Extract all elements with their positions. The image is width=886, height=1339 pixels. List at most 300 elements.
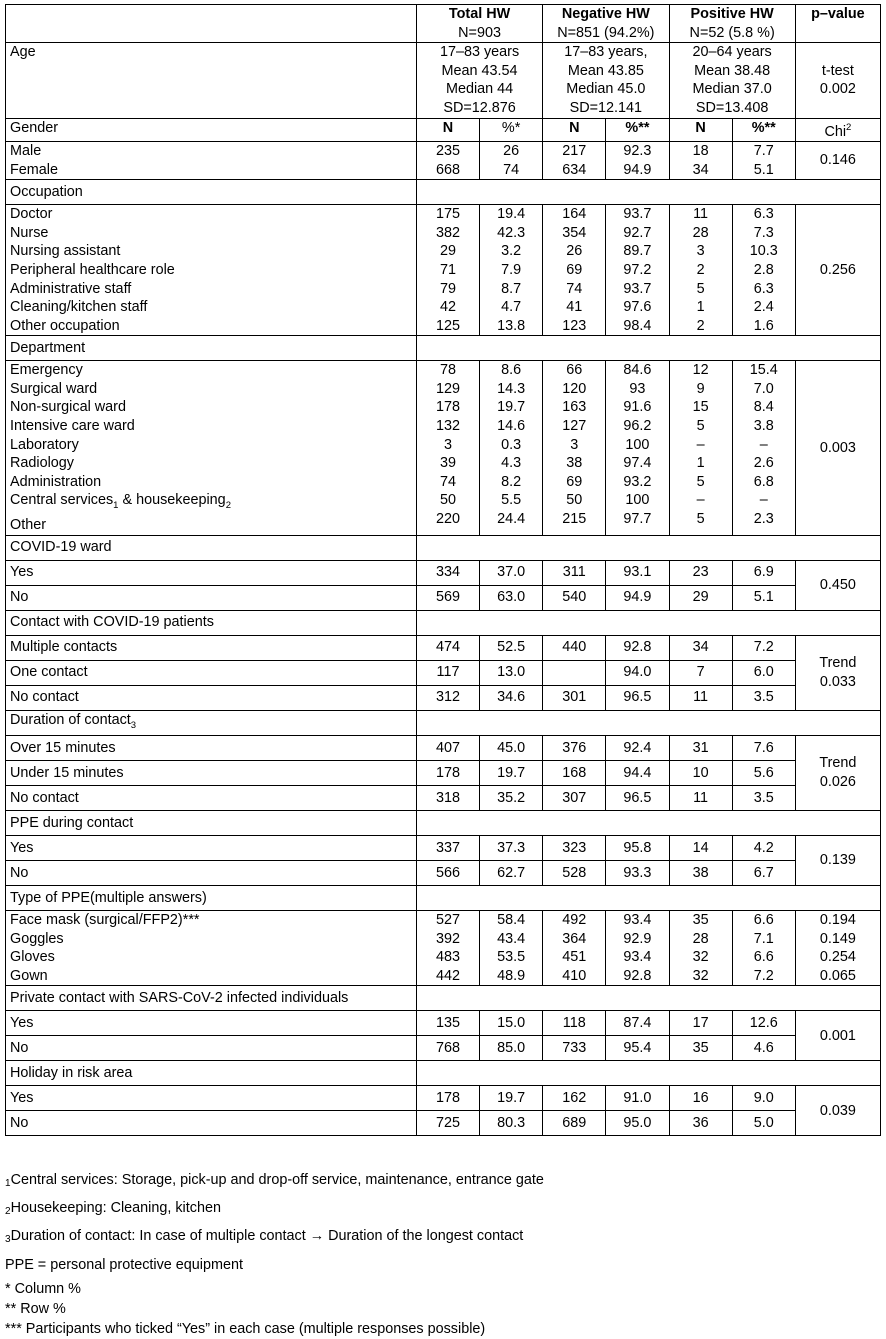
private-cell-nn: 733	[543, 1036, 606, 1061]
occupation-value: 354	[562, 224, 587, 241]
duration-cell-nn: 168	[543, 760, 606, 785]
department-value: 2.6	[753, 455, 774, 472]
ppe-type-value: 93.4	[623, 911, 652, 928]
duration-cell-pn: 31	[669, 735, 732, 760]
ppe-type-value: 451	[562, 949, 587, 966]
col-pct-total: %*	[480, 118, 543, 141]
contact-cell-np: 96.5	[606, 685, 669, 710]
contact-cell-nn	[543, 660, 606, 685]
gender-value: 634	[562, 161, 587, 178]
duration-cell-pp: 7.6	[732, 735, 795, 760]
duration-cell-np: 96.5	[606, 785, 669, 810]
department-value: 12	[692, 362, 709, 379]
department-neg-pct-col	[606, 361, 669, 535]
positive-n: N=52 (5.8 %)	[689, 24, 775, 41]
duration-row	[6, 785, 881, 810]
occupation-neg-n-col	[543, 205, 606, 336]
contact-cell-np: 92.8	[606, 635, 669, 660]
contact-p-value: 0.033	[819, 673, 856, 690]
ppe-type-value: 43.4	[497, 930, 526, 947]
department-labels	[6, 361, 417, 535]
covid-ward-row-label: No	[6, 585, 417, 610]
footnote-3-mark: 3	[5, 1234, 11, 1246]
occupation-value: 3	[696, 243, 705, 260]
department-label: Laboratory	[10, 436, 79, 453]
age-label: Age	[6, 43, 417, 118]
occupation-value: 2	[696, 261, 705, 278]
contact-row	[6, 635, 881, 660]
department-value: 132	[435, 418, 460, 435]
occupation-labels	[6, 205, 417, 336]
covid-ward-cell-tp: 37.0	[480, 560, 543, 585]
department-value: 8.2	[501, 473, 522, 490]
department-value: 93	[629, 380, 646, 397]
age-neg-median: Median 45.0	[566, 81, 646, 98]
department-value: 74	[439, 473, 456, 490]
occupation-label: Nurse	[10, 224, 49, 241]
results-table-wrapper	[5, 4, 881, 1136]
total-title: Total HW	[448, 6, 511, 22]
ppe-section-row	[6, 810, 881, 835]
department-label: Intensive care ward	[10, 418, 135, 435]
covid-ward-cell-pn: 29	[669, 585, 732, 610]
ppe-type-value: 92.9	[623, 930, 652, 947]
age-pos-mean: Mean 38.48	[694, 62, 771, 79]
ppe-type-label: Gown	[10, 967, 48, 984]
holiday-cell-pp: 9.0	[732, 1086, 795, 1111]
occupation-group-row	[6, 205, 881, 336]
ppe-type-group-row	[6, 910, 881, 985]
covid-ward-row	[6, 585, 881, 610]
duration-title-text: Duration of contact	[10, 711, 131, 728]
occupation-value: 74	[566, 280, 583, 297]
gender-total-n-col	[416, 141, 479, 179]
occupation-title-text: Occupation	[10, 183, 83, 200]
gender-value: 74	[503, 161, 520, 178]
department-value: 97.4	[623, 455, 652, 472]
department-value: 7.0	[753, 380, 774, 397]
private-cell-pn: 35	[669, 1036, 732, 1061]
department-value: 178	[435, 399, 460, 416]
department-value: 2.3	[753, 511, 774, 528]
header-total	[416, 5, 542, 43]
occupation-value: 125	[435, 317, 460, 334]
ppe-type-value: 392	[435, 930, 460, 947]
ppe-section-blank	[416, 810, 880, 835]
occupation-value: 97.2	[623, 261, 652, 278]
duration-p-value: Trend	[819, 755, 857, 772]
results-table	[5, 4, 881, 1136]
occupation-value: 93.7	[623, 280, 652, 297]
occupation-total-n-col	[416, 205, 479, 336]
private-cell-tp: 15.0	[480, 1011, 543, 1036]
duration-cell-np: 94.4	[606, 760, 669, 785]
chi-label: Chi	[824, 123, 847, 140]
department-pvalue: 0.003	[795, 361, 880, 535]
positive-title: Positive HW	[690, 6, 774, 22]
department-value: 24.4	[497, 511, 526, 528]
pvalue-title: p–value	[811, 6, 865, 22]
duration-row-label: Over 15 minutes	[6, 735, 417, 760]
ppe-type-value: 32	[692, 949, 709, 966]
contact-cell-tn: 474	[416, 635, 479, 660]
covid-ward-cell-pn: 23	[669, 560, 732, 585]
occupation-value: 79	[439, 280, 456, 297]
holiday-section-blank	[416, 1061, 880, 1086]
negative-n: N=851 (94.2%)	[557, 24, 655, 41]
department-label: Administration	[10, 473, 102, 490]
occupation-value: 123	[562, 317, 587, 334]
department-total-n-col	[416, 361, 479, 535]
department-value: 50	[566, 492, 583, 509]
department-value: 78	[439, 362, 456, 379]
contact-cell-pp: 6.0	[732, 660, 795, 685]
ppe-type-value: 483	[435, 949, 460, 966]
department-value: 3	[443, 436, 452, 453]
footnote-1-mark: 1	[5, 1178, 11, 1189]
department-value: 9	[696, 380, 705, 397]
occupation-value: 2	[696, 317, 705, 334]
age-positive	[669, 43, 795, 118]
department-value: 3	[570, 436, 579, 453]
occupation-label: Administrative staff	[10, 280, 132, 297]
private-cell-np: 95.4	[606, 1036, 669, 1061]
department-value: 129	[435, 380, 460, 397]
ppe-type-total-pct-col	[480, 910, 543, 985]
department-value: 14.6	[497, 418, 526, 435]
occupation-value: 71	[439, 261, 456, 278]
occupation-value: 3.2	[501, 243, 522, 260]
ppe-type-value: 48.9	[497, 967, 526, 984]
department-label: Non-surgical ward	[10, 399, 126, 416]
col-n-positive: N	[669, 118, 732, 141]
department-section-title	[6, 336, 417, 361]
central-services-text: Central services	[10, 492, 114, 509]
department-value: 5.5	[501, 492, 522, 509]
department-label	[10, 491, 412, 515]
covid-ward-section-row	[6, 535, 881, 560]
occupation-value: 4.7	[501, 299, 522, 316]
ppe-type-value: 442	[435, 967, 460, 984]
holiday-row	[6, 1111, 881, 1136]
occupation-section-title	[6, 180, 417, 205]
ppe-type-total-n-col	[416, 910, 479, 985]
department-value: 38	[566, 455, 583, 472]
ppe-type-value: 58.4	[497, 911, 526, 928]
covid-ward-section-blank	[416, 535, 880, 560]
duration-cell-pp: 3.5	[732, 785, 795, 810]
ppe-type-pvalues	[795, 910, 880, 985]
gender-pos-pct-col	[732, 141, 795, 179]
holiday-cell-nn: 162	[543, 1086, 606, 1111]
age-total-mean: Mean 43.54	[441, 62, 518, 79]
department-value: 6.8	[753, 473, 774, 490]
department-value: 5	[696, 418, 705, 435]
department-value: 1	[696, 455, 705, 472]
age-neg-range: 17–83 years,	[564, 44, 648, 61]
col-n-negative: N	[543, 118, 606, 141]
header-row	[6, 5, 881, 43]
footnote-1-text: Central services: Storage, pick-up and drop-off service, maintenance, entrance gate	[10, 1172, 544, 1188]
contact-cell-tp: 34.6	[480, 685, 543, 710]
occupation-value: 2.8	[753, 261, 774, 278]
contact-title-text: Contact with COVID-19 patients	[10, 614, 214, 631]
duration-cell-tp: 35.2	[480, 785, 543, 810]
age-negative	[543, 43, 669, 118]
duration-row-label: Under 15 minutes	[6, 760, 417, 785]
department-value: 84.6	[623, 362, 652, 379]
department-label: Radiology	[10, 455, 74, 472]
department-value: 127	[562, 418, 587, 435]
department-value: 66	[566, 362, 583, 379]
contact-cell-tp: 13.0	[480, 660, 543, 685]
covid-ward-cell-nn: 311	[543, 560, 606, 585]
ppe-cell-nn: 323	[543, 835, 606, 860]
contact-row-label: One contact	[6, 660, 417, 685]
ppe-type-value: 35	[692, 911, 709, 928]
department-value: 15	[692, 399, 709, 416]
department-section-blank	[416, 336, 880, 361]
holiday-row-label: No	[6, 1111, 417, 1136]
contact-section-row	[6, 610, 881, 635]
contact-cell-pn: 11	[669, 685, 732, 710]
ppe-title-text: PPE during contact	[10, 814, 134, 831]
occupation-pos-pct-col	[732, 205, 795, 336]
occupation-value: 1.6	[753, 317, 774, 334]
duration-cell-tn: 318	[416, 785, 479, 810]
occupation-value: 5	[696, 280, 705, 297]
duration-cell-tn: 178	[416, 760, 479, 785]
department-label: Emergency	[10, 362, 83, 379]
department-value: 96.2	[623, 418, 652, 435]
private-cell-tn: 135	[416, 1011, 479, 1036]
contact-pvalue	[795, 635, 880, 710]
gender-value: 34	[692, 161, 709, 178]
contact-cell-pp: 3.5	[732, 685, 795, 710]
private-section-row	[6, 986, 881, 1011]
private-cell-pp: 4.6	[732, 1036, 795, 1061]
department-label: Other	[10, 516, 46, 533]
ppe-cell-pp: 6.7	[732, 860, 795, 885]
department-pos-n-col	[669, 361, 732, 535]
footnote-star1: * Column %	[5, 1280, 81, 1297]
col-n-total: N	[416, 118, 479, 141]
department-value: 8.4	[753, 399, 774, 416]
holiday-pvalue: 0.039	[795, 1086, 880, 1136]
occupation-label: Nursing assistant	[10, 243, 121, 260]
contact-row	[6, 685, 881, 710]
footnote-star3: *** Participants who ticked “Yes” in each case (multiple responses possible)	[5, 1320, 486, 1337]
ppe-type-p-value: 0.194	[819, 911, 856, 928]
occupation-label: Peripheral healthcare role	[10, 261, 175, 278]
holiday-cell-pp: 5.0	[732, 1111, 795, 1136]
contact-row-label: Multiple contacts	[6, 635, 417, 660]
occupation-value: 19.4	[497, 206, 526, 223]
gender-value: 5.1	[753, 161, 774, 178]
private-pvalue: 0.001	[795, 1011, 880, 1061]
occupation-label: Other occupation	[10, 317, 120, 334]
gender-value: 26	[503, 142, 520, 159]
private-cell-tn: 768	[416, 1036, 479, 1061]
department-value: –	[696, 436, 705, 453]
department-total-pct-col	[480, 361, 543, 535]
age-pos-median: Median 37.0	[692, 81, 772, 98]
holiday-row	[6, 1086, 881, 1111]
ppe-type-value: 527	[435, 911, 460, 928]
age-total	[416, 43, 542, 118]
occupation-value: 42	[439, 299, 456, 316]
department-section-row	[6, 336, 881, 361]
holiday-cell-tp: 80.3	[480, 1111, 543, 1136]
occupation-value: 97.6	[623, 299, 652, 316]
occupation-value: 2.4	[753, 299, 774, 316]
ppe-type-title-text: Type of PPE(multiple answers)	[10, 889, 207, 906]
gender-label: Female	[10, 161, 58, 178]
gender-value: 18	[692, 142, 709, 159]
ppe-cell-pn: 14	[669, 835, 732, 860]
department-group-row	[6, 361, 881, 535]
holiday-cell-pn: 16	[669, 1086, 732, 1111]
header-blank	[6, 5, 417, 43]
ppe-cell-nn: 528	[543, 860, 606, 885]
ppe-type-value: 32	[692, 967, 709, 984]
contact-cell-nn: 440	[543, 635, 606, 660]
occupation-value: 42.3	[497, 224, 526, 241]
occupation-value: 41	[566, 299, 583, 316]
ppe-type-value: 28	[692, 930, 709, 947]
occupation-value: 6.3	[753, 206, 774, 223]
occupation-label: Doctor	[10, 206, 53, 223]
ppe-type-labels	[6, 910, 417, 985]
duration-row-label: No contact	[6, 785, 417, 810]
department-value: 8.6	[501, 362, 522, 379]
age-neg-mean: Mean 43.85	[567, 62, 644, 79]
duration-cell-nn: 307	[543, 785, 606, 810]
occupation-value: 382	[435, 224, 460, 241]
footnote-3	[5, 1224, 881, 1252]
occupation-value: 175	[435, 206, 460, 223]
covid-ward-row	[6, 560, 881, 585]
occupation-value: 6.3	[753, 280, 774, 297]
footnote-1	[5, 1168, 881, 1196]
ppe-pvalue: 0.139	[795, 835, 880, 885]
department-value: 0.3	[501, 436, 522, 453]
private-title-text: Private contact with SARS-CoV-2 infected individuals	[10, 990, 349, 1007]
ppe-type-pos-n-col	[669, 910, 732, 985]
department-value: –	[759, 436, 768, 453]
private-cell-np: 87.4	[606, 1011, 669, 1036]
duration-cell-nn: 376	[543, 735, 606, 760]
central-sub-1: 1	[113, 500, 119, 512]
private-section-title	[6, 986, 417, 1011]
ppe-cell-pn: 38	[669, 860, 732, 885]
occupation-value: 92.7	[623, 224, 652, 241]
col-pct-negative: %**	[606, 118, 669, 141]
department-neg-n-col	[543, 361, 606, 535]
ppe-cell-np: 93.3	[606, 860, 669, 885]
duration-row	[6, 760, 881, 785]
ppe-type-value: 7.1	[753, 930, 774, 947]
duration-cell-pn: 11	[669, 785, 732, 810]
central-sub-2: 2	[225, 500, 231, 512]
contact-cell-tn: 117	[416, 660, 479, 685]
covid-ward-pvalue: 0.450	[795, 560, 880, 610]
department-value: 15.4	[749, 362, 778, 379]
footnotes	[5, 1168, 881, 1339]
department-value: 215	[562, 511, 587, 528]
age-test: t-test	[821, 62, 854, 79]
duration-pvalue	[795, 735, 880, 810]
footnote-2-mark: 2	[5, 1206, 11, 1218]
contact-p-value: Trend	[819, 654, 857, 671]
occupation-pos-n-col	[669, 205, 732, 336]
ppe-row	[6, 860, 881, 885]
private-row-label: No	[6, 1036, 417, 1061]
age-row	[6, 43, 881, 118]
header-pvalue	[795, 5, 880, 43]
gender-value: 668	[435, 161, 460, 178]
occupation-value: 11	[693, 206, 709, 223]
occupation-value: 7.9	[501, 261, 522, 278]
gender-labels	[6, 141, 417, 179]
ppe-type-value: 364	[562, 930, 587, 947]
header-positive	[669, 5, 795, 43]
duration-cell-tn: 407	[416, 735, 479, 760]
contact-cell-tn: 312	[416, 685, 479, 710]
gender-value: 217	[562, 142, 587, 159]
contact-row-label: No contact	[6, 685, 417, 710]
covid-ward-cell-tn: 569	[416, 585, 479, 610]
duration-cell-tp: 19.7	[480, 760, 543, 785]
total-n: N=903	[458, 24, 501, 41]
ppe-type-label: Face mask (surgical/FFP2)***	[10, 911, 200, 928]
age-total-sd: SD=12.876	[443, 99, 516, 116]
ppe-type-label: Goggles	[10, 930, 64, 947]
department-value: 91.6	[623, 399, 652, 416]
contact-section-blank	[416, 610, 880, 635]
ppe-cell-np: 95.8	[606, 835, 669, 860]
ppe-cell-pp: 4.2	[732, 835, 795, 860]
contact-cell-nn: 301	[543, 685, 606, 710]
ppe-type-section-row	[6, 885, 881, 910]
gender-value: 94.9	[623, 161, 652, 178]
ppe-cell-tp: 62.7	[480, 860, 543, 885]
housekeeping-text: & housekeeping	[118, 492, 226, 509]
covid-ward-cell-np: 93.1	[606, 560, 669, 585]
private-section-blank	[416, 986, 880, 1011]
department-value: 93.2	[623, 473, 652, 490]
department-value: 5	[696, 511, 705, 528]
covid-ward-cell-tn: 334	[416, 560, 479, 585]
occupation-value: 10.3	[749, 243, 778, 260]
department-value: 220	[435, 511, 460, 528]
occupation-value: 13.8	[497, 317, 526, 334]
ppe-type-neg-pct-col	[606, 910, 669, 985]
gender-pvalue: 0.146	[795, 141, 880, 179]
ppe-row-label: No	[6, 860, 417, 885]
occupation-neg-pct-col	[606, 205, 669, 336]
occupation-value: 29	[439, 243, 456, 260]
covid-ward-cell-pp: 6.9	[732, 560, 795, 585]
covid-ward-cell-nn: 540	[543, 585, 606, 610]
department-value: 5	[696, 473, 705, 490]
department-value: 50	[439, 492, 456, 509]
occupation-section-blank	[416, 180, 880, 205]
occupation-value: 28	[692, 224, 709, 241]
occupation-value: 69	[566, 261, 583, 278]
contact-cell-np: 94.0	[606, 660, 669, 685]
age-pos-sd: SD=13.408	[695, 99, 769, 116]
